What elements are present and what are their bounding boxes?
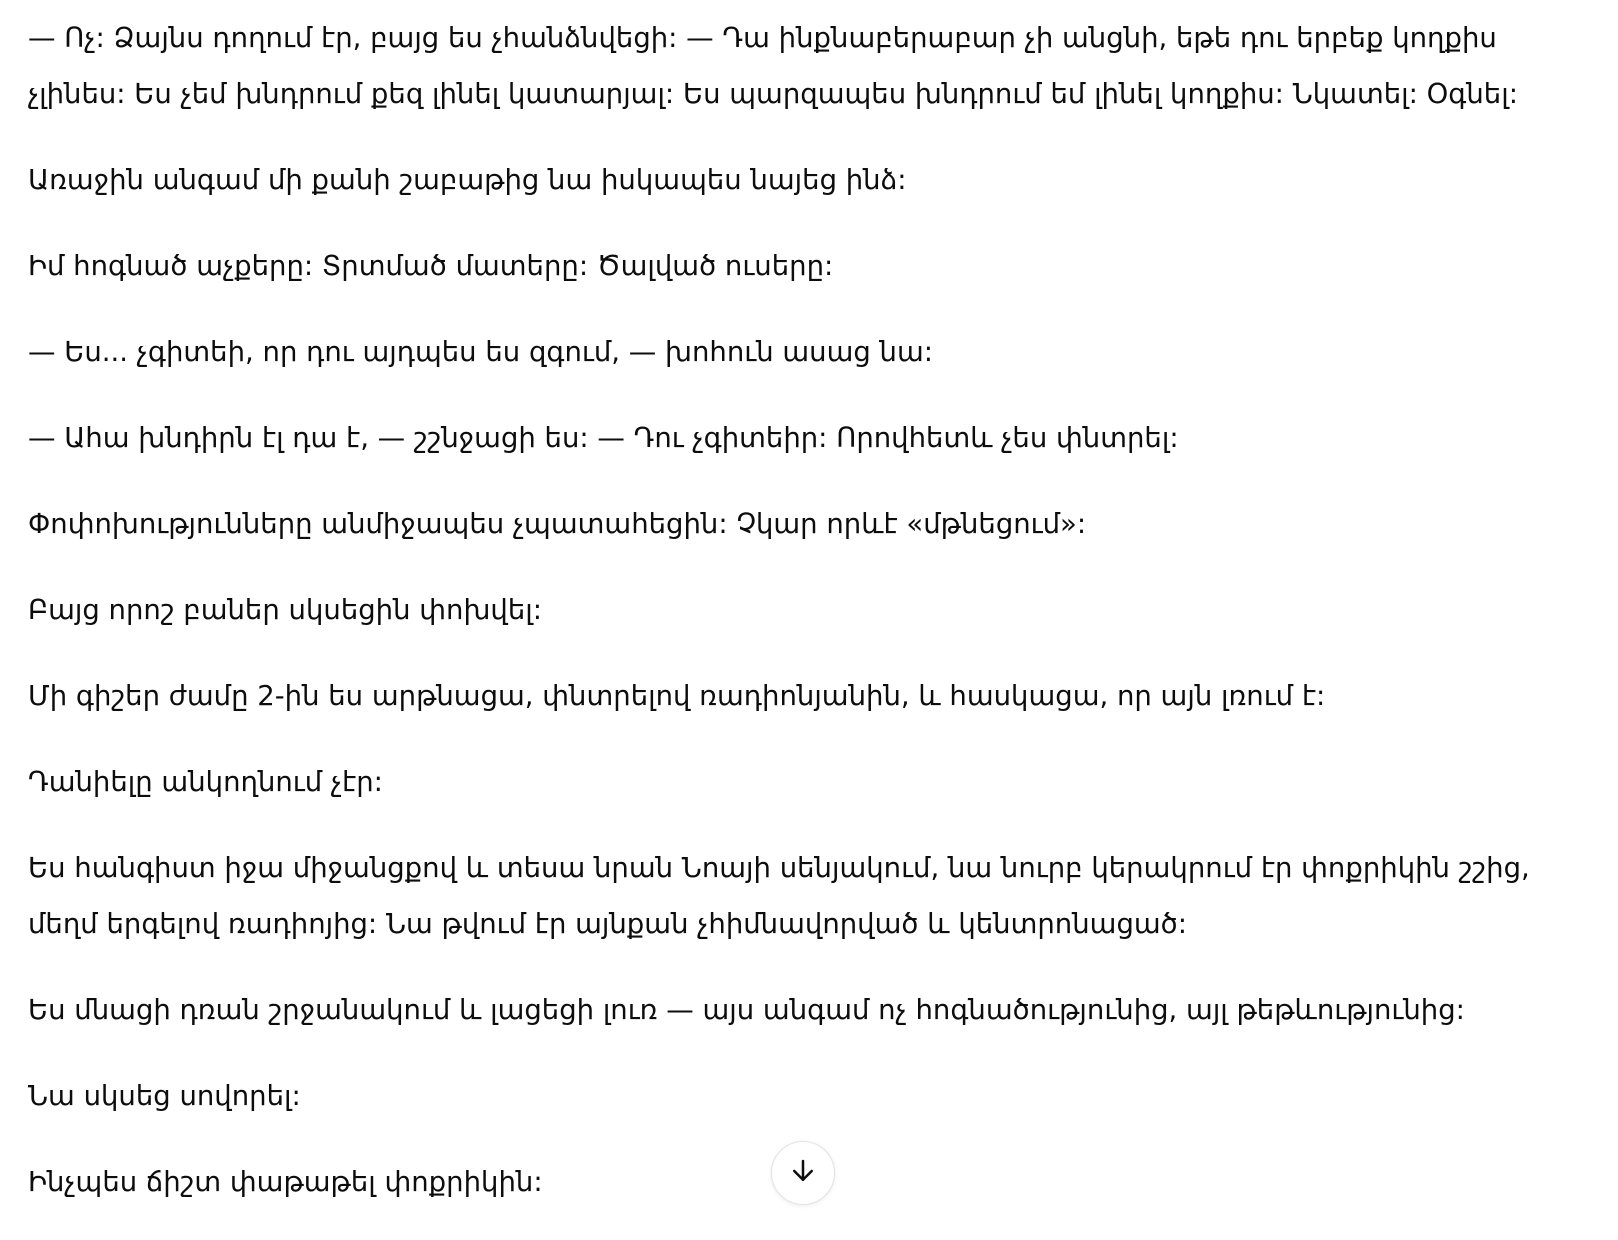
paragraph: Նա սկսեց սովորել: xyxy=(28,1080,301,1112)
paragraph: Ես մնացի դռան շրջանակում և լացեցի լուռ — այս անգամ ոչ հոգնածությունից, այլ թեթևությունից: xyxy=(28,994,1465,1026)
paragraph: — Ահա խնդիրն էլ դա է, — շշնջացի ես: — Դու չգիտեիր: Որովհետև չես փնտրել: xyxy=(28,422,1179,454)
paragraph: — Ես... չգիտեի, որ դու այդպես ես զգում, — խոհուն ասաց նա: xyxy=(28,336,934,368)
paragraph: Առաջին անգամ մի քանի շաբաթից նա իսկապես նայեց ինձ: xyxy=(28,164,907,196)
paragraph: Ինչպես ճիշտ փաթաթել փոքրիկին: xyxy=(28,1166,543,1198)
paragraph: Մի գիշեր ժամը 2-ին ես արթնացա, փնտրելով ռադիոնյանին, և հասկացա, որ այն լռում է: xyxy=(28,680,1326,712)
paragraph: Ես հանգիստ իջա միջանցքով և տեսա նրան Նոայի սենյակում, նա նուրբ կերակրում էր փոքրիկին շշից, մեղմ երգելով ռադիոյից: Նա թվում էր այնքան չհիմնավորված և կենտրոնացած: xyxy=(28,852,1530,940)
paragraph: Փոփոխությունները անմիջապես չպատահեցին: Չկար որևէ «մթնեցում»: xyxy=(28,508,1087,540)
arrow-down-icon xyxy=(788,1156,818,1190)
paragraph: Բայց որոշ բաներ սկսեցին փոխվել: xyxy=(28,594,543,626)
paragraph: Դանիելը անկողնում չէր: xyxy=(28,766,383,798)
message-content xyxy=(28,10,1598,1240)
paragraph: — Ոչ: Ձայնս դողում էր, բայց ես չհանձնվեցի: — Դա ինքնաբերաբար չի անցնի, եթե դու երբեք կողքիս չլինես: Ես չեմ խնդրում քեզ լինել կատարյալ: Ես պարզապես խնդրում եմ լինել կողքիս: Նկատել: Օգնել: xyxy=(28,22,1518,110)
paragraph: Իմ հոգնած աչքերը: Տրտմած մատերը: Ծալված ուսերը: xyxy=(28,250,834,282)
scroll-to-bottom-button[interactable] xyxy=(771,1141,835,1205)
